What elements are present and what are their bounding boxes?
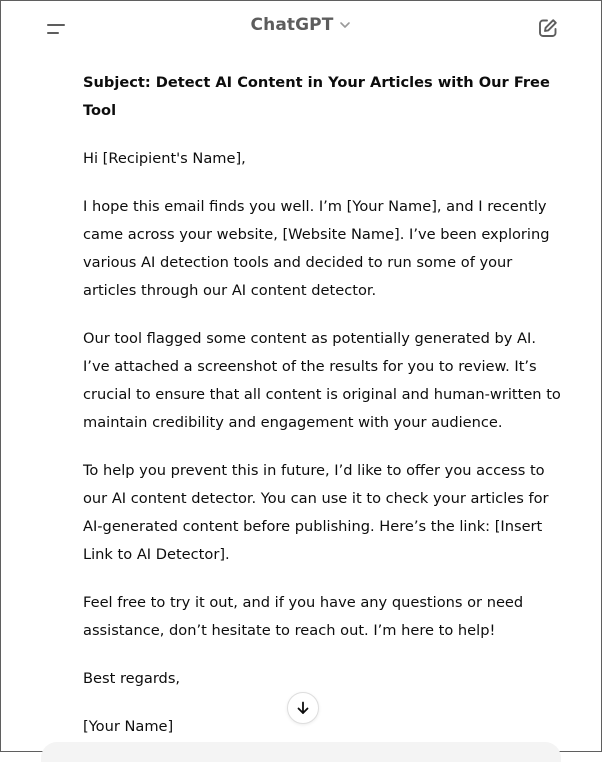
scroll-to-bottom-button[interactable] <box>287 692 319 724</box>
email-paragraph: I hope this email finds you well. I’m [Your Name], and I recently came across your website, [Website Name]. I’ve been exploring various AI detection tools and decided to run some of your articles through our AI content detector. <box>83 198 550 299</box>
new-chat-button[interactable] <box>533 13 563 43</box>
assistant-message <box>83 69 563 769</box>
top-bar <box>1 1 601 57</box>
menu-icon <box>45 21 67 37</box>
email-subject: Subject: Detect AI Content in Your Articles with Our Free Tool <box>83 74 550 119</box>
model-selector-button[interactable] <box>251 15 352 35</box>
arrow-down-icon <box>295 700 311 716</box>
message-composer[interactable] <box>41 742 561 762</box>
edit-icon <box>537 17 559 39</box>
signature-name: [Your Name] <box>83 718 174 735</box>
email-paragraph: Feel free to try it out, and if you have any questions or need assistance, don’t hesitate to reach out. I’m here to help! <box>83 594 524 639</box>
email-paragraph: To help you prevent this in future, I’d like to offer you access to our AI content detector. You can use it to check your articles for AI-generated content before publishing. Here’s the link: [Insert Link to AI Detector]. <box>83 462 549 563</box>
chevron-down-icon <box>339 20 351 30</box>
model-title: ChatGPT <box>250 15 334 35</box>
email-closing: Best regards, <box>83 670 181 687</box>
email-paragraph: Our tool flagged some content as potentially generated by AI. I’ve attached a screenshot of the results for you to review. It’s crucial to ensure that all content is original and human-written to maintain credibility and engagement with your audience. <box>83 330 561 431</box>
sidebar-toggle-button[interactable] <box>41 14 71 44</box>
email-greeting: Hi [Recipient's Name], <box>83 150 246 167</box>
